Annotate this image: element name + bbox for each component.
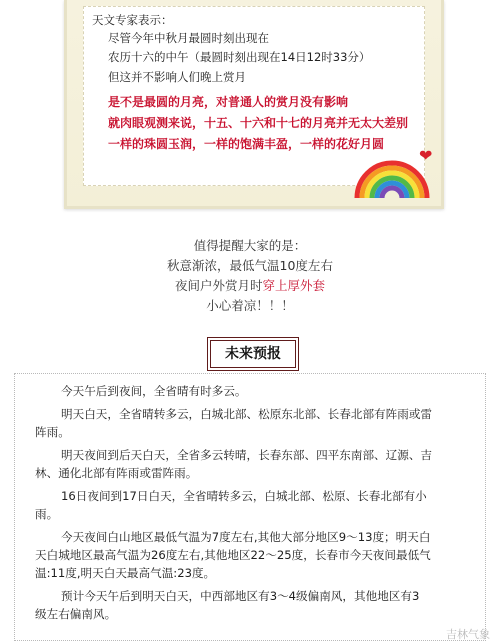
forecast-line: 级左右偏南风。	[35, 607, 117, 621]
reminder-line: 小心着凉！！！	[206, 298, 294, 313]
heart-icon: ❤	[419, 146, 433, 165]
forecast-line: 预计今天午后到明天白天，中西部地区有3～4级偏南风，其他地区有3	[61, 589, 420, 603]
rainbow-icon	[353, 156, 431, 200]
forecast-line: 明天夜间到后天白天，全省多云转晴，长春东部、四平东南部、辽源、吉	[61, 448, 433, 462]
forecast-line: 今天午后到夜间，全省晴有时多云。	[61, 384, 247, 398]
expert-note-line: 但这并不影响人们晚上赏月	[108, 70, 246, 84]
expert-note-line: 尽管今年中秋月最圆时刻出现在	[108, 31, 269, 45]
reminder-line: 秋意渐浓，最低气温10度左右	[167, 258, 333, 273]
expert-note-highlight: 就肉眼观测来说，十五、十六和十七的月亮并无太大差别	[108, 116, 409, 130]
expert-note-highlight: 一样的珠圆玉润，一样的饱满丰盈，一样的花好月圆	[108, 137, 385, 151]
expert-note-line: 农历十六的中午（最圆时刻出现在14日12时33分）	[108, 50, 371, 64]
forecast-line: 今天夜间白山地区最低气温为7度左右,其他大部分地区9～13度；明天白	[61, 530, 431, 544]
forecast-line: 温:11度,明天白天最高气温:23度。	[35, 566, 216, 580]
forecast-line: 阵雨。	[35, 425, 70, 439]
reminder-text: 夜间户外赏月时	[174, 278, 263, 293]
watermark: 吉林气象	[446, 628, 490, 641]
section-title: 未来预报	[210, 340, 296, 368]
reminder-line: 值得提醒大家的是：	[193, 238, 307, 253]
reminder-highlight: 穿上厚外套	[262, 278, 326, 293]
forecast-line: 雨。	[35, 507, 59, 521]
expert-note-line: 天文专家表示：	[92, 13, 173, 27]
forecast-line: 天白城地区最高气温为26度左右,其他地区22～25度，长春市今天夜间最低气	[35, 548, 431, 562]
forecast-line: 林、通化北部有阵雨或雷阵雨。	[35, 466, 198, 480]
reminder-line	[0, 278, 500, 294]
expert-note-card	[64, 0, 444, 209]
forecast-box	[14, 373, 486, 641]
forecast-line: 16日夜间到17日白天，全省晴转多云，白城北部、松原、长春北部有小	[61, 489, 427, 503]
forecast-line: 明天白天，全省晴转多云，白城北部、松原东北部、长春北部有阵雨或雷	[61, 407, 433, 421]
expert-note-highlight: 是不是最圆的月亮，对普通人的赏月没有影响	[108, 95, 349, 109]
